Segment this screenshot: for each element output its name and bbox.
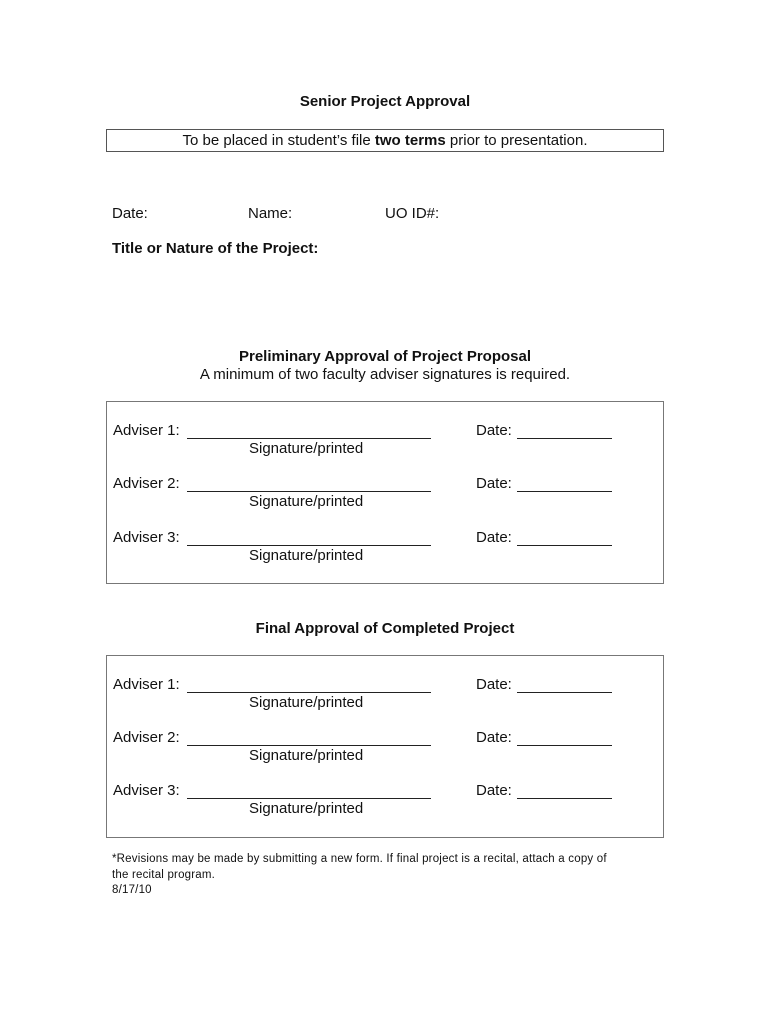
signature-caption: Signature/printed bbox=[249, 440, 364, 457]
signature-row bbox=[107, 782, 663, 822]
signature-row bbox=[107, 475, 663, 515]
date-line[interactable] bbox=[517, 545, 612, 546]
date-field-label: Date: bbox=[112, 205, 148, 222]
signature-caption: Signature/printed bbox=[249, 694, 364, 711]
preliminary-heading: Preliminary Approval of Project Proposal bbox=[238, 348, 532, 365]
final-signature-box bbox=[106, 655, 664, 838]
signature-caption: Signature/printed bbox=[249, 547, 364, 564]
form-title: Senior Project Approval bbox=[299, 93, 471, 110]
signature-line[interactable] bbox=[187, 745, 431, 746]
notice-text-pre: To be placed in student’s file bbox=[182, 132, 375, 149]
adviser-label: Adviser 1: bbox=[113, 422, 180, 439]
adviser-label: Adviser 1: bbox=[113, 676, 180, 693]
date-label: Date: bbox=[476, 422, 512, 439]
signature-row bbox=[107, 729, 663, 769]
adviser-label: Adviser 2: bbox=[113, 475, 180, 492]
signature-line[interactable] bbox=[187, 545, 431, 546]
uo-id-field-label: UO ID#: bbox=[385, 205, 440, 222]
signature-line[interactable] bbox=[187, 798, 431, 799]
preliminary-subheading: A minimum of two faculty adviser signatures is required. bbox=[199, 366, 571, 383]
preliminary-signature-box bbox=[106, 401, 664, 584]
notice-box bbox=[106, 129, 664, 152]
footnote-line-2: the recital program. bbox=[112, 869, 216, 881]
project-title-label: Title or Nature of the Project: bbox=[112, 240, 319, 257]
signature-line[interactable] bbox=[187, 438, 431, 439]
signature-row bbox=[107, 422, 663, 462]
date-line[interactable] bbox=[517, 798, 612, 799]
date-label: Date: bbox=[476, 475, 512, 492]
signature-caption: Signature/printed bbox=[249, 800, 364, 817]
date-line[interactable] bbox=[517, 491, 612, 492]
date-line[interactable] bbox=[517, 692, 612, 693]
adviser-label: Adviser 2: bbox=[113, 729, 180, 746]
adviser-label: Adviser 3: bbox=[113, 529, 180, 546]
signature-caption: Signature/printed bbox=[249, 747, 364, 764]
notice-text-post: prior to presentation. bbox=[445, 132, 588, 149]
footnote-line-1: *Revisions may be made by submitting a new form. If final project is a recital, attach a copy of bbox=[112, 853, 607, 865]
final-heading: Final Approval of Completed Project bbox=[255, 620, 515, 637]
notice-text-bold: two terms bbox=[374, 132, 446, 149]
adviser-label: Adviser 3: bbox=[113, 782, 180, 799]
date-label: Date: bbox=[476, 782, 512, 799]
date-label: Date: bbox=[476, 676, 512, 693]
signature-line[interactable] bbox=[187, 491, 431, 492]
date-line[interactable] bbox=[517, 745, 612, 746]
signature-row bbox=[107, 529, 663, 569]
revision-date: 8/17/10 bbox=[112, 884, 152, 896]
signature-line[interactable] bbox=[187, 692, 431, 693]
date-label: Date: bbox=[476, 529, 512, 546]
date-label: Date: bbox=[476, 729, 512, 746]
signature-row bbox=[107, 676, 663, 716]
signature-caption: Signature/printed bbox=[249, 493, 364, 510]
name-field-label: Name: bbox=[248, 205, 293, 222]
date-line[interactable] bbox=[517, 438, 612, 439]
